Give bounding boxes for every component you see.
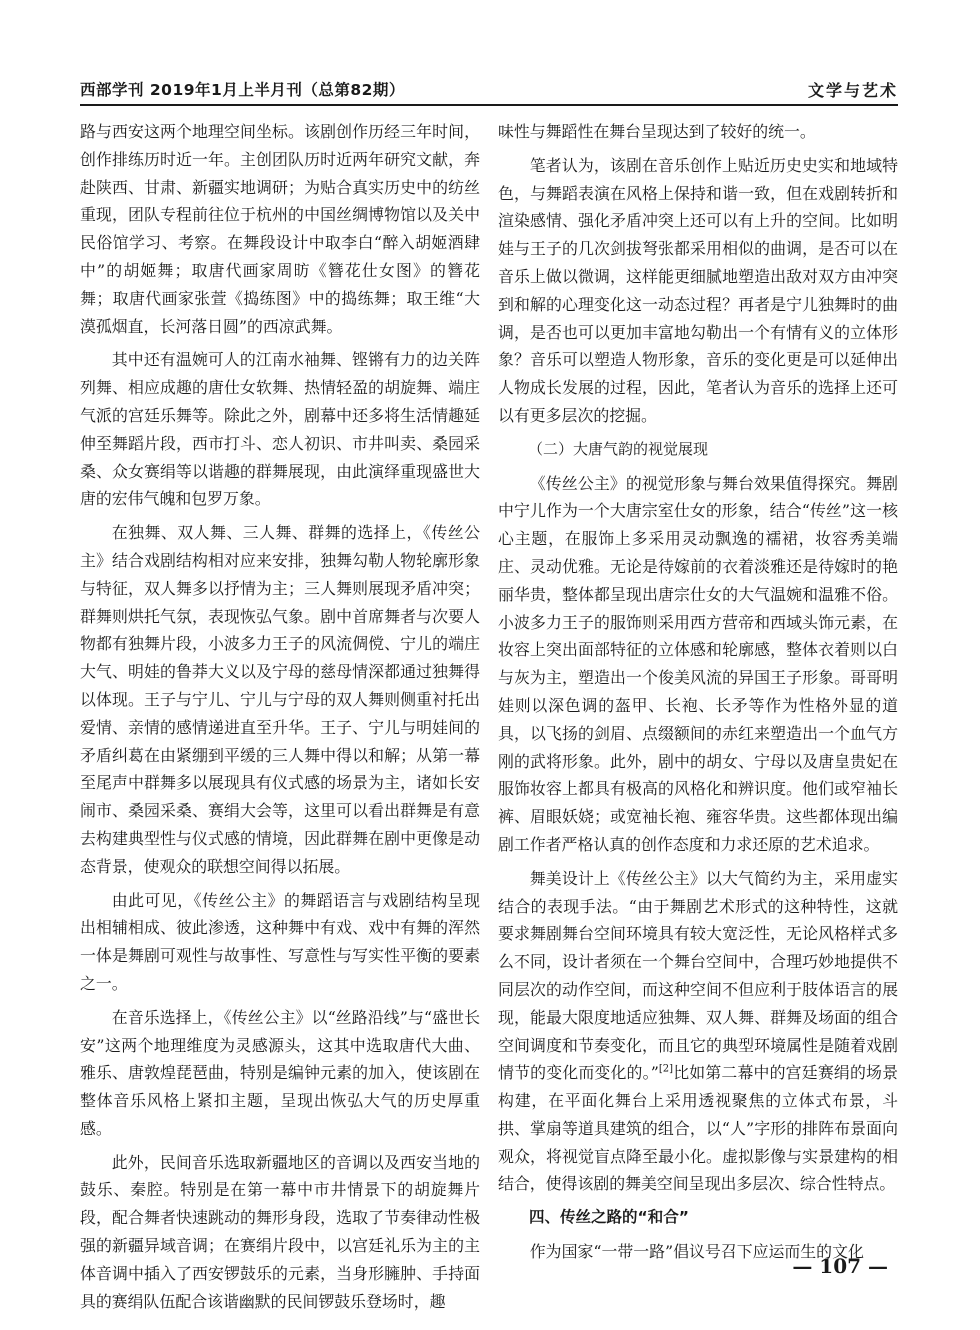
- paragraph: 在独舞、双人舞、三人舞、群舞的选择上，《传丝公主》结合戏剧结构相对应来安排，独舞勾勒人物轮廓形象与特征，双人舞多以抒情为主；三人舞则展现矛盾冲突；群舞则烘托气氛，表现恢弘气象。剧中首席舞者与次要人物都有独舞片段，小波多力王子的风流倜傥、宁儿的端庄大气、明娃的鲁莽大义以及宁母的慈母情深都通过独舞得以体现。王子与宁儿、宁儿与宁母的双人舞则侧重衬托出爱情、亲情的感情递进直至升华。王子、宁儿与明娃间的矛盾纠葛在由紧绷到平缓的三人舞中得以和解；从第一幕至尾声中群舞多以展现具有仪式感的场景为主，诸如长安闹市、桑园采桑、赛绢大会等，这里可以看出群舞是有意去构建典型性与仪式感的情境，因此群舞在剧中更像是动态背景，使观众的联想空间得以拓展。: [80, 523, 480, 876]
- paragraph: 此外，民间音乐选取新疆地区的音调以及西安当地的鼓乐、秦腔。特别是在第一幕中市井情景下的胡旋舞片段，配合舞者快速跳动的舞形身段，选取了节奏律动性极强的新疆异域音调；在赛绢片段中，以宫廷礼乐为主的主体音调中插入了西安锣鼓乐的元素，当身形臃肿、手持面具的赛绢队伍配合该谐幽默的民间锣鼓乐登场时，趣: [80, 1152, 480, 1311]
- paragraph-text: 舞美设计上《传丝公主》以大气简约为主，采用虚实结合的表现手法。“由于舞剧艺术形式的这种特性，这就要求舞剧舞台空间环境具有较大宽泛性，无论风格样式多么不同，设计者须在一个舞台空间中，合理巧妙地提供不同层次的动作空间，而这种空间不但应利于肢体语言的展现，能最大限度地适应独舞、双人舞、群舞及场面的组合空间调度和节奏变化，而且它的典型环境属性是随着戏剧情节的变化而变化的。”: [498, 868, 898, 1083]
- paragraph: 在音乐选择上，《传丝公主》以“丝路沿线”与“盛世长安”这两个地理维度为灵感源头，这其中选取唐代大曲、雅乐、唐敦煌琵琶曲，特别是编钟元素的加入，使该剧在整体音乐风格上紧扣主题，呈现出恢弘大气的历史厚重感。: [80, 1007, 480, 1138]
- paragraph: 味性与舞蹈性在舞台呈现达到了较好的统一。: [498, 122, 816, 141]
- paragraph-text: 比如第二幕中的宫廷赛绢的场景构建，在平面化舞台上采用透视聚焦的立体式布景，斗拱、掌扇等道具建筑的组合，以“人”字形的排阵布景面向观众，将视觉盲点降至最小化。虚拟影像与实景建构的相结合，使得该剧的舞美空间呈现出多层次、综合性特点。: [498, 1063, 898, 1194]
- paragraph: [498, 865, 898, 1199]
- subsection-heading: （二）大唐气韵的视觉展现: [528, 439, 709, 458]
- paragraph: 路与西安这两个地理空间坐标。该剧创作历经三年时间，创作排练历时近一年。主创团队历时近两年研究文献，奔赴陕西、甘肃、新疆实地调研；为贴合真实历史中的纺丝重现，团队专程前往位于杭州的中国丝绸博物馆以及关中民俗馆学习、考察。在舞段设计中取李白“醉入胡姬酒肆中”的胡姬舞；取唐代画家周昉《簪花仕女图》的簪花舞；取唐代画家张萱《捣练图》中的捣练舞；取王维“大漠孤烟直，长河落日圆”的西凉武舞。: [80, 122, 480, 336]
- section-heading: 四、传丝之路的“和合”: [529, 1208, 689, 1227]
- page-number: — 107 —: [792, 1254, 888, 1278]
- paragraph: 其中还有温婉可人的江南水袖舞、铿锵有力的边关阵列舞、相应成趣的唐仕女软舞、热情轻盈的胡旋舞、端庄气派的宫廷乐舞等。除此之外，剧幕中还多将生活情趣延伸至舞蹈片段，西市打斗、恋人初识、市井叫卖、桑园采桑、众女赛绢等以谐趣的群舞展现，由此演绎重现盛世大唐的宏伟气魄和包罗万象。: [80, 350, 480, 509]
- running-header: [80, 76, 898, 102]
- left-column: [80, 118, 480, 1321]
- paragraph: 由此可见，《传丝公主》的舞蹈语言与戏剧结构呈现出相辅相成、彼此渗透，这种舞中有戏、戏中有舞的浑然一体是舞剧可观性与故事性、写意性与写实性平衡的要素之一。: [80, 890, 480, 993]
- header-rule: [80, 104, 898, 106]
- right-column: [498, 118, 898, 1272]
- paragraph: 《传丝公主》的视觉形象与舞台效果值得探究。舞剧中宁儿作为一个大唐宗室仕女的形象，结合“传丝”这一核心主题，在服饰上多采用灵动飘逸的襦裙，妆容秀美端庄、灵动优雅。无论是待嫁前的衣着淡雅还是待嫁时的艳丽华贵，整体都呈现出唐宗仕女的大气温婉和温雅不俗。小波多力王子的服饰则采用西方营帝和西域头饰元素，在妆容上突出面部特征的立体感和轮廓感，整体衣着则以白与灰为主，塑造出一个俊美风流的异国王子形象。哥哥明娃则以深色调的盔甲、长袍、长矛等作为性格外显的道具，以飞扬的剑眉、点缀额间的赤红来塑造出一个血气方刚的武将形象。此外，剧中的胡女、宁母以及唐皇贵妃在服饰妆容上都具有极高的风格化和辨识度。他们或窄袖长裤、眉眼妖娆；或宽袖长袍、雍容华贵。这些都体现出编剧工作者严格认真的创作态度和力求还原的艺术追求。: [498, 473, 898, 854]
- paragraph: 作为国家“一带一路”倡议号召下应运而生的文化: [529, 1242, 864, 1262]
- reference-marker: [2]: [658, 1064, 674, 1075]
- journal-title: 西部学刊 2019年1月上半月刊（总第82期）: [80, 81, 405, 99]
- section-title: 文学与艺术: [807, 81, 898, 100]
- paragraph: 笔者认为，该剧在音乐创作上贴近历史史实和地域特色，与舞蹈表演在风格上保持和谐一致，但在戏剧转折和渲染感情、强化矛盾冲突上还可以有上升的空间。比如明娃与王子的几次剑拔弩张都采用相似的曲调，是否可以在音乐上做以微调，这样能更细腻地塑造出敌对双方由冲突到和解的心理变化这一动态过程？再者是宁儿独舞时的曲调，是否也可以更加丰富地勾勒出一个有情有义的立体形象？音乐可以塑造人物形象，音乐的变化更是可以延伸出人物成长发展的过程，因此，笔者认为音乐的选择上还可以有更多层次的挖掘。: [498, 155, 898, 425]
